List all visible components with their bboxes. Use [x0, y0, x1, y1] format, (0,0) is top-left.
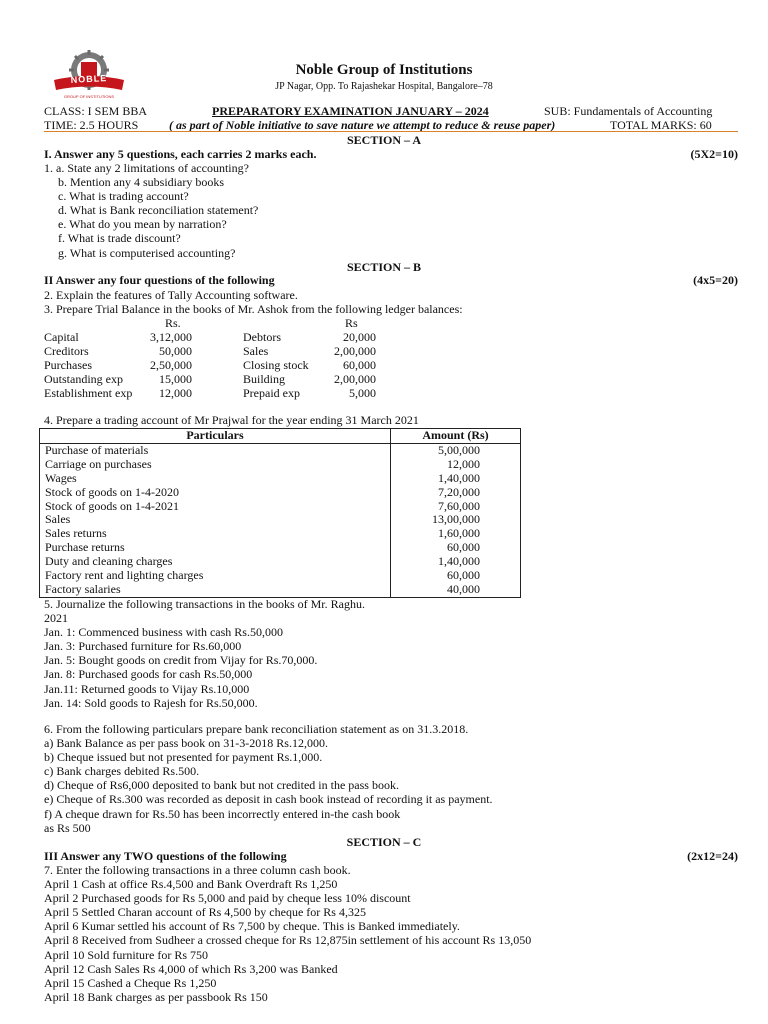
q6-line: a) Bank Balance as per pass book on 31-3-2018 Rs.12,000.	[44, 736, 328, 751]
q6-line: d) Cheque of Rs6,000 deposited to bank but not credited in the pass book.	[44, 778, 399, 793]
section-a-title: SECTION – A	[346, 133, 422, 147]
amount: 1,40,000	[391, 472, 521, 486]
amount: 60,000	[391, 569, 521, 583]
table-header-row	[40, 429, 521, 444]
tb-left-value: 3,12,000	[150, 330, 192, 344]
q7-line: 7. Enter the following transactions in a three column cash book.	[44, 863, 351, 877]
subject-label: SUB: Fundamentals of Accounting	[544, 104, 713, 118]
q6-line: b) Cheque issued but not presented for payment Rs.1,000.	[44, 750, 323, 765]
table-row	[40, 443, 521, 457]
section-b-instruction: II Answer any four questions of the following	[44, 273, 275, 287]
q7-line: April 2 Purchased goods for Rs 5,000 and paid by cheque less 10% discount	[44, 891, 411, 906]
col-particulars: Particulars	[40, 429, 391, 444]
question-1d: d. What is Bank reconciliation statement?	[58, 203, 259, 218]
trading-account-table	[39, 428, 521, 598]
question-2: 2. Explain the features of Tally Accounting software.	[44, 288, 298, 302]
section-a-marks: (5X2=10)	[690, 147, 738, 161]
paper-note: ( as part of Noble initiative to save nature we attempt to reduce & reuse paper)	[169, 118, 556, 132]
particular: Wages	[40, 472, 391, 486]
q7-line: April 1 Cash at office Rs.4,500 and Bank Overdraft Rs 1,250	[44, 877, 338, 892]
amount: 13,00,000	[391, 513, 521, 527]
q5-line: Jan. 1: Commenced business with cash Rs.50,000	[44, 625, 283, 640]
amount: 40,000	[391, 583, 521, 597]
q7-line: April 18 Bank charges as per passbook Rs 150	[44, 989, 268, 1004]
logo-subtext: GROUP OF INSTITUTIONS	[63, 94, 115, 99]
header-divider	[44, 131, 738, 132]
tb-right-label: Prepaid exp	[243, 386, 300, 401]
table-row	[40, 472, 521, 486]
q5-line: Jan. 8: Purchased goods for cash Rs.50,000	[44, 667, 253, 682]
col-amount: Amount (Rs)	[391, 429, 521, 444]
class-label: CLASS: I SEM BBA	[44, 104, 148, 118]
tb-left-value: 50,000	[159, 344, 192, 359]
tb-right-value: 2,00,000	[334, 372, 376, 387]
q7-line: April 5 Settled Charan account of Rs 4,500 by cheque for Rs 4,325	[44, 905, 366, 920]
question-1b: b. Mention any 4 subsidiary books	[58, 175, 224, 190]
question-1e: e. What do you mean by narration?	[58, 217, 227, 232]
tb-right-value: 5,000	[349, 386, 376, 401]
particular: Duty and cleaning charges	[40, 555, 391, 569]
tb-right-labels	[243, 330, 309, 400]
q7-line: April 6 Kumar settled his account of Rs 7,500 by cheque. This is Banked immediately.	[44, 919, 460, 934]
amount: 7,20,000	[391, 486, 521, 500]
particular: Sales	[40, 513, 391, 527]
amount: 5,00,000	[391, 443, 521, 457]
q5-line: 2021	[44, 611, 68, 626]
q7-line: April 12 Cash Sales Rs 4,000 of which Rs 3,200 was Banked	[44, 961, 338, 976]
section-c-marks: (2x12=24)	[687, 849, 738, 863]
tb-left-label: Establishment exp	[44, 386, 133, 401]
amount: 1,40,000	[391, 555, 521, 569]
amount: 1,60,000	[391, 527, 521, 541]
question-6	[44, 722, 493, 835]
q5-line: 5. Journalize the following transactions in the books of Mr. Raghu.	[44, 597, 365, 611]
table-row	[40, 513, 521, 527]
table-row	[40, 569, 521, 583]
institution-name: Noble Group of Institutions	[295, 62, 473, 78]
question-1c: c. What is trading account?	[58, 189, 189, 204]
q7-line: April 10 Sold furniture for Rs 750	[44, 947, 208, 962]
particular: Stock of goods on 1-4-2021	[40, 500, 391, 514]
q6-line: as Rs 500	[44, 820, 91, 835]
table-row	[40, 500, 521, 514]
particular: Purchase of materials	[40, 443, 391, 457]
q6-line: c) Bank charges debited Rs.500.	[44, 764, 200, 779]
q5-line: Jan. 3: Purchased furniture for Rs.60,000	[44, 639, 242, 654]
section-a-instruction: I. Answer any 5 questions, each carries 2 marks each.	[44, 147, 317, 161]
time-label: TIME: 2.5 HOURS	[44, 118, 139, 132]
amount: 7,60,000	[391, 500, 521, 514]
total-marks: TOTAL MARKS: 60	[610, 118, 712, 132]
particular: Factory salaries	[40, 583, 391, 597]
particular: Factory rent and lighting charges	[40, 569, 391, 583]
q6-line: 6. From the following particulars prepare bank reconciliation statement as on 31.3.2018.	[44, 722, 469, 736]
question-7	[44, 863, 531, 1004]
question-3: 3. Prepare Trial Balance in the books of Mr. Ashok from the following ledger balances:	[44, 302, 463, 316]
table-row	[40, 583, 521, 597]
particular: Purchase returns	[40, 541, 391, 555]
table-row	[40, 527, 521, 541]
tb-right-value: 20,000	[343, 330, 376, 344]
table-row	[40, 541, 521, 555]
tb-right-label: Closing stock	[243, 358, 309, 373]
q7-line: April 8 Received from Sudheer a crossed cheque for Rs 12,875in settlement of his account Rs 13,050	[44, 933, 532, 948]
section-b-title: SECTION – B	[346, 260, 422, 274]
tb-head-left: Rs.	[165, 316, 181, 330]
tb-left-label: Capital	[44, 330, 79, 344]
tb-right-label: Debtors	[243, 330, 281, 344]
tb-left-value: 2,50,000	[150, 358, 192, 373]
tb-right-value: 2,00,000	[334, 344, 376, 359]
question-1a: 1. a. State any 2 limitations of accounting?	[44, 161, 249, 175]
q6-line: f) A cheque drawn for Rs.50 has been incorrectly entered in-the cash book	[44, 806, 401, 821]
q5-line: Jan. 5: Bought goods on credit from Vijay for Rs.70,000.	[44, 653, 318, 668]
question-1f: f. What is trade discount?	[58, 231, 181, 246]
question-5	[44, 597, 365, 710]
particular: Stock of goods on 1-4-2020	[40, 486, 391, 500]
tb-right-label: Building	[243, 372, 286, 387]
tb-head-right: Rs	[345, 316, 358, 330]
tb-left-label: Outstanding exp	[44, 372, 123, 387]
amount: 12,000	[391, 458, 521, 472]
institution-address: JP Nagar, Opp. To Rajashekar Hospital, Bangalore–78	[275, 81, 493, 92]
table-row	[40, 555, 521, 569]
exam-title: PREPARATORY EXAMINATION JANUARY – 2024	[212, 104, 489, 118]
tb-right-label: Sales	[243, 344, 269, 359]
section-b-marks: (4x5=20)	[693, 273, 738, 287]
q6-line: e) Cheque of Rs.300 was recorded as deposit in cash book instead of recording it as payment.	[44, 792, 493, 807]
question-1g: g. What is computerised accounting?	[58, 245, 236, 260]
tb-left-value: 15,000	[159, 372, 192, 387]
particular: Carriage on purchases	[40, 458, 391, 472]
table-row	[40, 486, 521, 500]
table-row	[40, 458, 521, 472]
section-c-title: SECTION – C	[346, 835, 422, 849]
q7-line: April 15 Cashed a Cheque Rs 1,250	[44, 975, 217, 990]
tb-left-label: Purchases	[44, 358, 92, 373]
section-a-questions	[44, 161, 258, 260]
logo-text: NOBLE	[70, 73, 108, 85]
tb-left-label: Creditors	[44, 344, 89, 359]
q5-line: Jan. 14: Sold goods to Rajesh for Rs.50,000.	[44, 695, 258, 710]
tb-right-values	[310, 330, 376, 400]
question-4: 4. Prepare a trading account of Mr Prajwal for the year ending 31 March 2021	[44, 413, 419, 427]
tb-left-values	[120, 330, 192, 400]
amount: 60,000	[391, 541, 521, 555]
particular: Sales returns	[40, 527, 391, 541]
q5-line: Jan.11: Returned goods to Vijay Rs.10,000	[44, 681, 250, 696]
section-c-instruction: III Answer any TWO questions of the following	[44, 849, 287, 863]
tb-right-value: 60,000	[343, 358, 376, 373]
tb-left-value: 12,000	[159, 386, 192, 401]
